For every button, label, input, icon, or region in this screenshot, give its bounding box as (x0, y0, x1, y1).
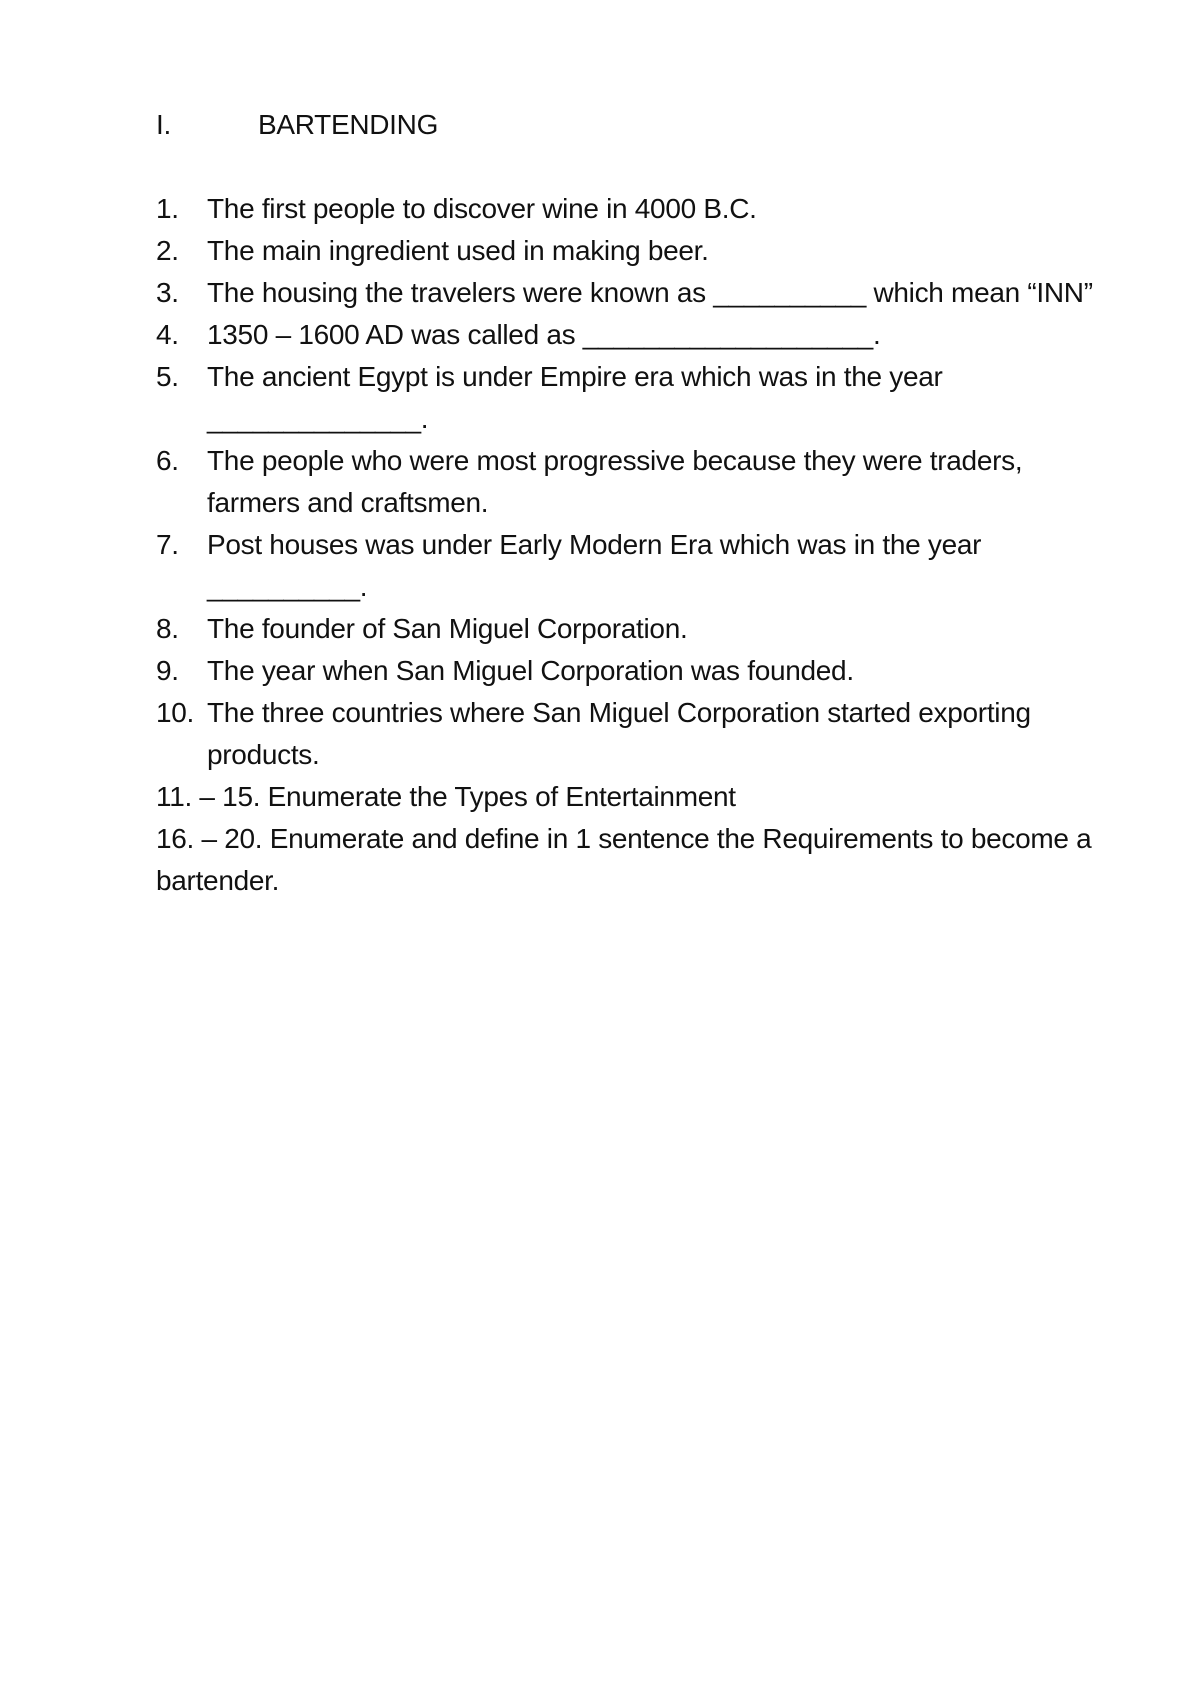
question-text: The people who were most progressive because they were traders, farmers and craftsmen. (207, 445, 1023, 518)
question-text: The founder of San Miguel Corporation. (207, 613, 688, 644)
question-item-3 (156, 272, 1096, 314)
question-text: The main ingredient used in making beer. (207, 235, 709, 266)
question-number: 3. (156, 277, 179, 308)
question-item-5 (156, 356, 1096, 440)
question-text: The housing the travelers were known as __________ which mean “INN” (207, 277, 1093, 308)
question-item-8 (156, 608, 1096, 650)
question-number: 10. (156, 697, 195, 728)
question-number: 1. (156, 193, 179, 224)
question-text: Post houses was under Early Modern Era which was in the year __________. (207, 529, 982, 602)
question-text: The year when San Miguel Corporation was founded. (207, 655, 854, 686)
question-number: 9. (156, 655, 179, 686)
question-item-10 (156, 692, 1096, 776)
question-list (156, 188, 1096, 776)
question-number: 4. (156, 319, 179, 350)
question-item-2 (156, 230, 1096, 272)
document-content (156, 104, 1096, 902)
question-item-4 (156, 314, 1096, 356)
section-heading (156, 104, 1096, 146)
question-number: 6. (156, 445, 179, 476)
enumeration-item-16-20: 16. – 20. Enumerate and define in 1 sentence the Requirements to become a bartender. (156, 823, 1092, 896)
question-item-9 (156, 650, 1096, 692)
question-item-7 (156, 524, 1096, 608)
question-number: 2. (156, 235, 179, 266)
question-text: The three countries where San Miguel Corporation started exporting products. (207, 697, 1031, 770)
question-text: The first people to discover wine in 4000 B.C. (207, 193, 757, 224)
question-item-6 (156, 440, 1096, 524)
question-item-1 (156, 188, 1096, 230)
enumeration-item-11-15: 11. – 15. Enumerate the Types of Entertainment (156, 781, 736, 812)
section-number: I. (156, 109, 171, 140)
question-number: 7. (156, 529, 179, 560)
question-number: 5. (156, 361, 179, 392)
question-text: The ancient Egypt is under Empire era which was in the year ______________. (207, 361, 943, 434)
question-text: 1350 – 1600 AD was called as ___________________. (207, 319, 881, 350)
section-title: BARTENDING (258, 109, 439, 140)
question-number: 8. (156, 613, 179, 644)
